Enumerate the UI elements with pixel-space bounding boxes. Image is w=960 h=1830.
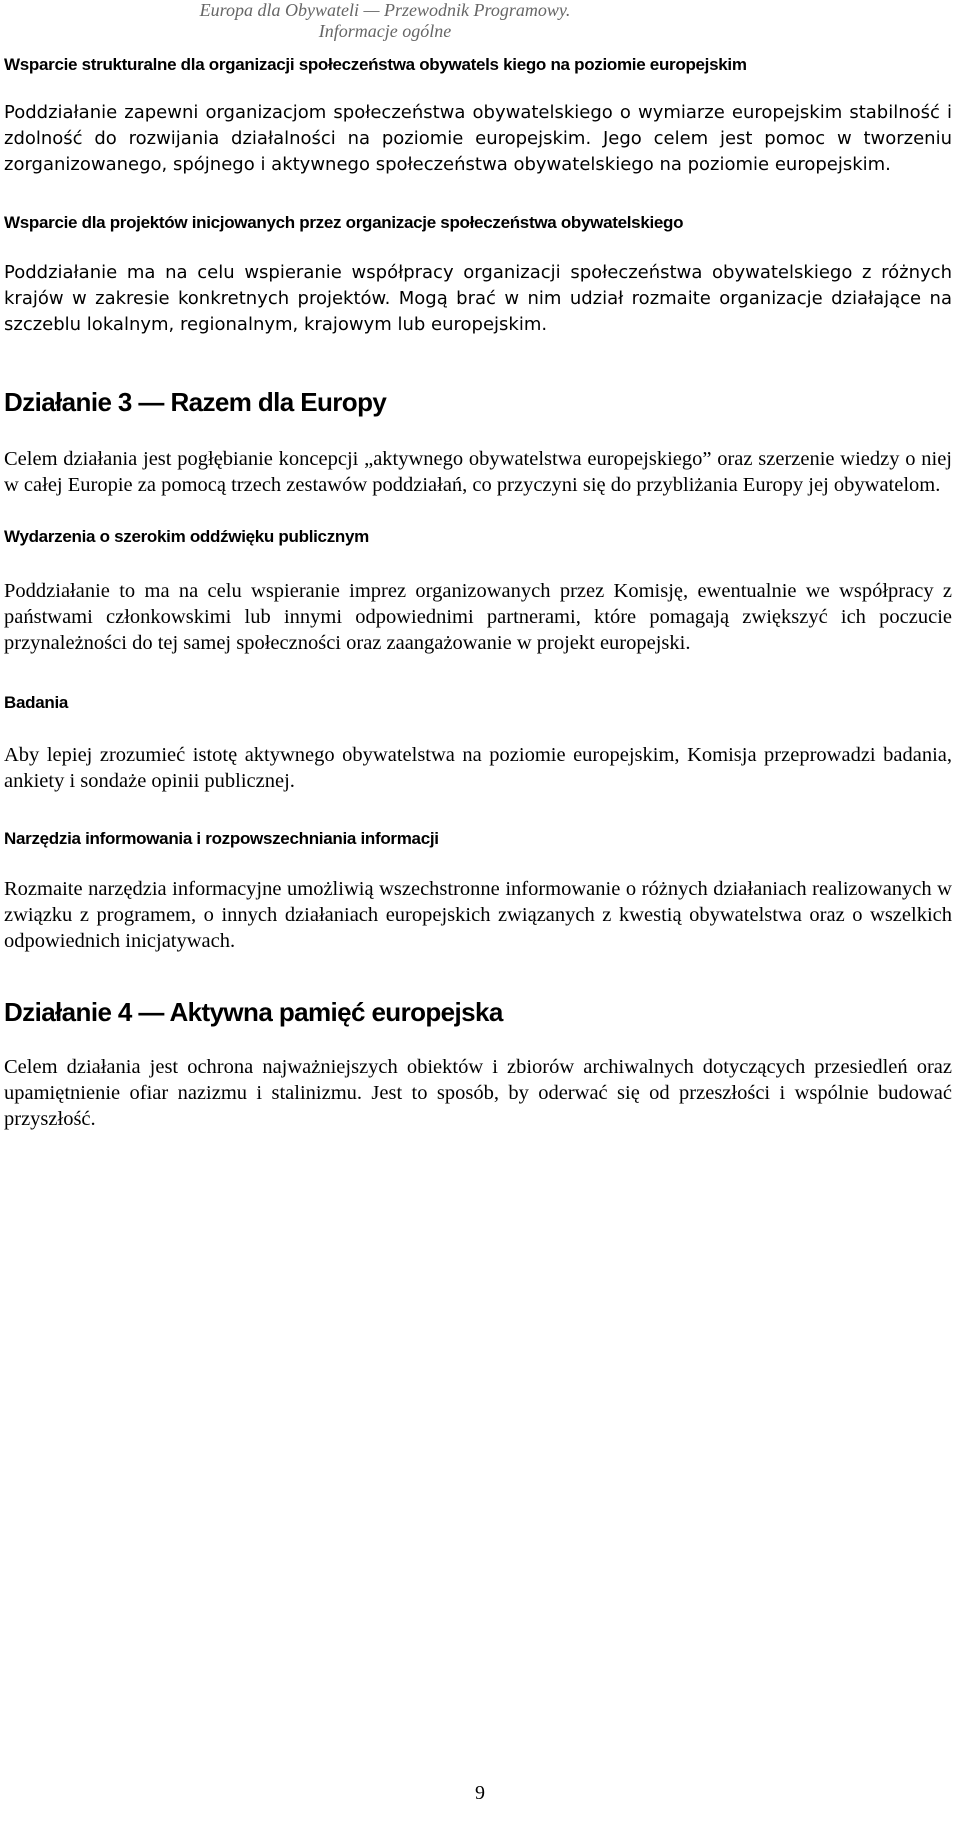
paragraph-events: Poddziałanie to ma na celu wspieranie imprez organizowanych przez Komisję, ewentualnie we współpracy z państwami członkowskimi lub innymi odpowiednimi partnerami, które pomagają zwiększyć ich poczucie przynależności do tej samej społeczności oraz zaangażowanie w projekt europejski. bbox=[4, 580, 952, 654]
paragraph-information-tools: Rozmaite narzędzia informacyjne umożliwią wszechstronne informowanie o różnych działaniach realizowanych w związku z programem, o innych działaniach europejskich związanych z kwestią obywatelstwa oraz o wszelkich odpowiednich inicjatywach. bbox=[4, 878, 952, 952]
running-header bbox=[150, 0, 620, 42]
running-header-title: Europa dla Obywateli — Przewodnik Programowy. bbox=[199, 0, 571, 20]
section-heading-events: Wydarzenia o szerokim oddźwięku publicznym bbox=[4, 527, 369, 546]
paragraph-action-4: Celem działania jest ochrona najważniejszych obiektów i zbiorów archiwalnych dotyczących przesiedleń oraz upamiętnienie ofiar nazizmu i stalinizmu. Jest to sposób, by oderwać się od przeszłości i wspólnie budować przyszłość. bbox=[4, 1056, 952, 1130]
paragraph-project-support: Poddziałanie ma na celu wspieranie współpracy organizacji społeczeństwa obywatelskiego z różnych krajów w zakresie konkretnych projektów. Mogą brać w nim udział rozmaite organizacje działające na szczeblu lokalnym, regionalnym, krajowym lub europejskim. bbox=[4, 262, 952, 335]
document-body bbox=[4, 54, 952, 1132]
section-heading-information-tools: Narzędzia informowania i rozpowszechniania informacji bbox=[4, 829, 439, 848]
action-3-heading: Działanie 3 — Razem dla Europy bbox=[4, 387, 387, 417]
paragraph-action-3: Celem działania jest pogłębianie koncepcji „aktywnego obywatelstwa europejskiego” oraz szerzenie wiedzy o niej w całej Europie za pomocą trzech zestawów poddziałań, co przyczyni się do przybliżania Europy jej obywatelom. bbox=[4, 448, 952, 496]
paragraph-research: Aby lepiej zrozumieć istotę aktywnego obywatelstwa na poziomie europejskim, Komisja przeprowadzi badania, ankiety i sondaże opinii publicznej. bbox=[4, 744, 952, 792]
paragraph-structural-support: Poddziałanie zapewni organizacjom społeczeństwa obywatelskiego o wymiarze europejskim stabilność i zdolność do rozwijania działalności na poziomie europejskim. Jego celem jest pomoc w tworzeniu zorganizowanego, spójnego i aktywnego społeczeństwa obywatelskiego na poziomie europejskim. bbox=[4, 102, 952, 175]
action-4-heading: Działanie 4 — Aktywna pamięć europejska bbox=[4, 997, 503, 1027]
page-number: 9 bbox=[475, 1782, 485, 1804]
section-heading-structural-support: Wsparcie strukturalne dla organizacji społeczeństwa obywatels kiego na poziomie europejskim bbox=[4, 55, 747, 74]
section-heading-research: Badania bbox=[4, 693, 69, 712]
running-header-subtitle: Informacje ogólne bbox=[318, 21, 452, 41]
section-heading-project-support: Wsparcie dla projektów inicjowanych przez organizacje społeczeństwa obywatelskiego bbox=[4, 213, 684, 232]
